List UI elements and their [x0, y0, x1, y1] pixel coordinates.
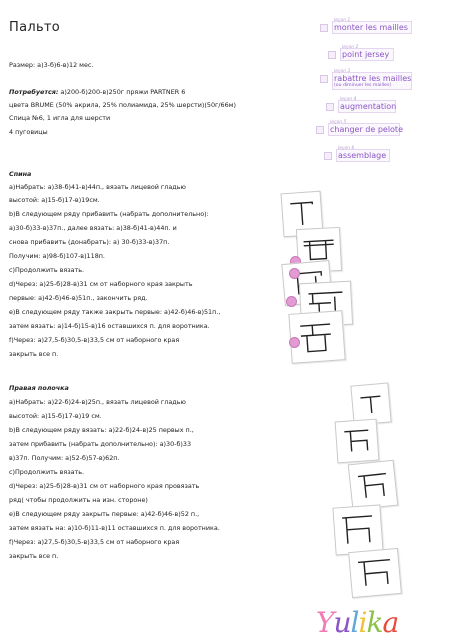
logo-letter: l: [350, 606, 359, 639]
knitting-piece-outline: [360, 396, 381, 414]
knitting-piece-outline: [344, 430, 369, 452]
lesson-marker: [316, 126, 324, 134]
lesson-tag: [334, 69, 411, 88]
instruction-line: [9, 88, 185, 96]
step-marker: [289, 337, 300, 348]
instruction-line: первые: а)42-б)46-в)51п., закончить ряд.: [9, 294, 148, 302]
lesson-number: leçon 4: [340, 97, 357, 102]
instruction-line: снова прибавить (донабрать): а) 30-б)33-в)37п.: [9, 238, 170, 246]
logo-letter: i: [358, 606, 367, 639]
lesson-tag: [342, 45, 389, 59]
diagram-card: [348, 460, 399, 511]
lesson-title: assemblage: [338, 151, 387, 160]
instruction-line: ряд( чтобы продолжить на изн. стороне): [9, 496, 148, 504]
instruction-line: Размер: а)3-б)6-в)12 мес.: [9, 61, 94, 69]
instruction-line: затем прибавить (набрать дополнительно): а)30-б)33: [9, 440, 192, 448]
logo-letter: u: [333, 606, 351, 639]
lesson-tag: [330, 120, 403, 134]
knitting-diagram: [289, 311, 344, 363]
instruction-line: e)В следующем ряду также закрыть первые: а)42-б)46-в)51п.,: [9, 308, 221, 316]
knitting-piece-outline: [358, 560, 392, 587]
instruction-line: d)Через: а)25-б)28-в)31 см от наборного края закрыть: [9, 280, 193, 288]
instruction-line: закрыть все п.: [9, 350, 59, 358]
instruction-line: а)30-б)33-в)37п., далее вязать: а)38-б)41-в)44п. и: [9, 224, 177, 232]
lesson-tag: [340, 97, 396, 111]
logo-letter: k: [366, 606, 383, 639]
instruction-line: b)В следующем ряду вязать: а)22-б)24-в)25 первых п.,: [9, 426, 194, 434]
lesson-tag: [334, 18, 408, 32]
step-marker: [289, 268, 300, 279]
diagram-card: [332, 504, 383, 555]
instruction-line: b)В следующем ряду прибавить (набрать дополнительно):: [9, 210, 209, 218]
page-title: Пальто: [9, 20, 61, 35]
knitting-piece-outline: [290, 202, 313, 225]
lesson-marker: [320, 75, 328, 83]
logo-letter: a: [382, 606, 399, 639]
lesson-title: augmentation: [340, 102, 397, 111]
knitting-diagram: [349, 461, 397, 509]
lesson-title: monter les mailles: [334, 23, 408, 32]
lesson-number: leçon 3: [334, 69, 351, 74]
instruction-line: в)37п. Получим: а)52-б)57-в)62п.: [9, 454, 120, 462]
knitting-piece-outline: [300, 324, 332, 352]
section-heading: Правая полочка: [9, 384, 69, 392]
lesson-number: leçon 5: [330, 120, 347, 125]
diagram-card: [348, 548, 402, 598]
knitting-piece-outline: [304, 240, 335, 260]
lesson-number: leçon 2: [342, 45, 359, 50]
instruction-line: высотой: а)15-б)17-в)19 см.: [9, 412, 102, 420]
lesson-marker: [320, 24, 328, 32]
lesson-title: changer de pelote: [330, 125, 403, 134]
logo-letter: Y: [316, 606, 334, 639]
lesson-title: rabattre les mailles: [334, 74, 412, 83]
instruction-line: закрыть все п.: [9, 552, 59, 560]
lesson-marker: [326, 103, 334, 111]
lesson-tag: [338, 146, 386, 160]
instruction-line: цвета BRUME (50% акрила, 25% полиамида, 25% шерсти)(50г/66м): [9, 101, 236, 109]
lesson-marker: [328, 51, 336, 59]
materials-value: а)200-б)200-в)250г пряжи PARTNER 6: [58, 88, 186, 96]
lesson-marker: [324, 152, 332, 160]
knitting-piece-outline: [342, 516, 374, 544]
instruction-line: затем вязать на: а)10-б)11-в)11 оставшихся п. для воротника.: [9, 524, 220, 532]
instruction-line: e)В следующем ряду закрыть первые: а)42-б)46-в)52 п.,: [9, 510, 200, 518]
lesson-subtitle: (ou diminuer les mailles): [334, 83, 392, 88]
instruction-line: 4 пуговицы: [9, 128, 48, 136]
lesson-title: point jersey: [342, 50, 390, 59]
knitting-diagram: [336, 420, 379, 463]
instruction-line: а)Набрать: а)22-б)24-в)25п., вязать лицевой гладью: [9, 398, 186, 406]
lesson-number: leçon 1: [334, 18, 351, 23]
instruction-line: f)Через: а)27,5-б)30,5-в)33,5 см от наборного края: [9, 336, 180, 344]
step-marker: [286, 296, 297, 307]
instruction-line: затем вязать: а)14-б)15-в)16 оставшихся п. для воротника.: [9, 322, 210, 330]
yulika-logo: [316, 606, 398, 639]
instruction-line: f)Через: а)27,5-б)30,5-в)33,5 см от наборного края: [9, 538, 180, 546]
instruction-line: d)Через: а)25-б)28-в)31 см от наборного края провязать: [9, 482, 200, 490]
materials-label: Потребуется:: [9, 88, 59, 96]
diagram-card: [335, 419, 380, 464]
instruction-line: c)Продолжить вязать.: [9, 266, 85, 274]
section-heading: Спина: [9, 170, 32, 178]
knitting-diagram: [349, 549, 401, 597]
knitting-piece-outline: [358, 474, 388, 499]
instruction-line: Получим: а)98-б)107-в)118п.: [9, 252, 105, 260]
instruction-line: c)Продолжить вязать.: [9, 468, 85, 476]
lesson-number: leçon 6: [338, 146, 355, 151]
instruction-line: а)Набрать: а)38-б)41-в)44п., вязать лицевой гладью: [9, 183, 186, 191]
knitting-diagram: [333, 505, 382, 554]
instruction-line: высотой: а)15-б)17-в)19см.: [9, 196, 100, 204]
instruction-line: Спица №6, 1 игла для шерсти: [9, 114, 111, 122]
